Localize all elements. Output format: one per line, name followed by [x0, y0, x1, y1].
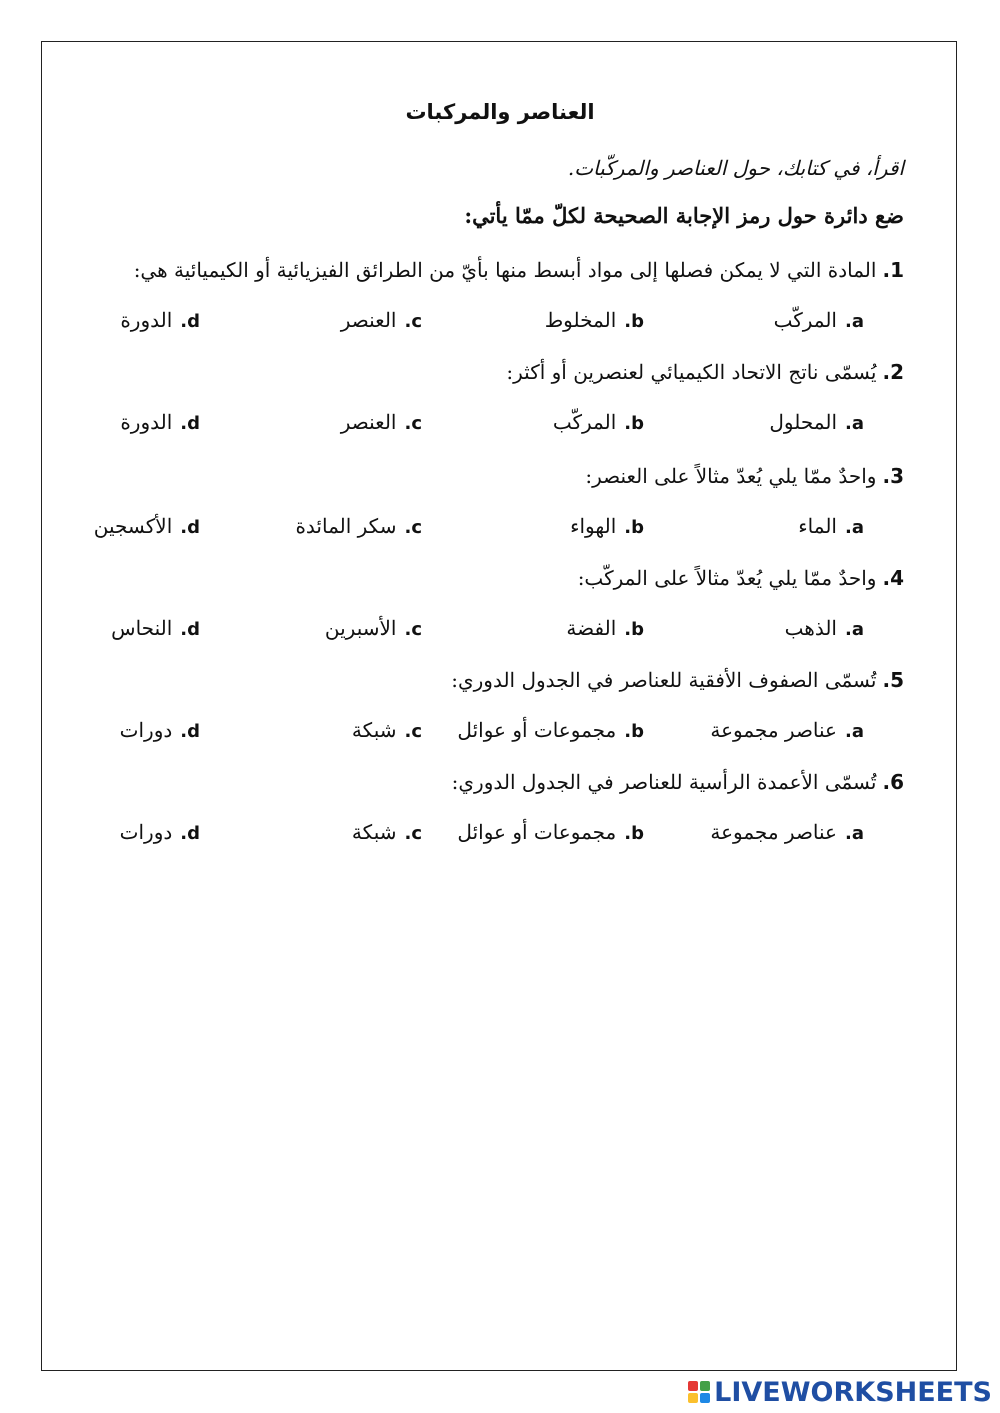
option-c[interactable] [341, 410, 422, 434]
option-text: شبكة [351, 718, 397, 742]
option-letter: c. [404, 823, 422, 844]
option-letter: a. [845, 311, 864, 332]
logo-square-red [688, 1381, 698, 1391]
option-text: عناصر مجموعة [710, 820, 837, 844]
question-2-options [0, 410, 1000, 444]
option-text: المحلول [769, 410, 837, 434]
option-letter: c. [404, 413, 422, 434]
intro-text: اقرأ، في كتابك، حول العناصر والمركّبات. [567, 156, 904, 180]
instruction-text: ضع دائرة حول رمز الإجابة الصحيحة لكلّ ممّا يأتي: [464, 203, 904, 228]
option-letter: a. [845, 517, 864, 538]
option-text: النحاس [111, 616, 173, 640]
option-letter: b. [624, 823, 644, 844]
liveworksheets-logo-icon [688, 1381, 710, 1403]
option-letter: b. [624, 517, 644, 538]
question-text: تُسمّى الأعمدة الرأسية للعناصر في الجدول الدوري: [451, 770, 877, 794]
question-number: 5. [882, 668, 904, 692]
question-4-options [0, 616, 1000, 650]
question-number: 4. [882, 566, 904, 590]
option-letter: b. [624, 619, 644, 640]
option-d[interactable] [120, 410, 200, 434]
option-d[interactable] [120, 820, 200, 844]
option-letter: b. [624, 311, 644, 332]
option-text: مجموعات أو عوائل [457, 820, 617, 844]
question-5 [451, 668, 904, 692]
option-d[interactable] [111, 616, 200, 640]
question-3 [585, 464, 904, 488]
option-d[interactable] [94, 514, 200, 538]
question-number: 2. [882, 360, 904, 384]
option-letter: c. [404, 721, 422, 742]
option-text: الماء [798, 514, 837, 538]
option-text: دورات [119, 820, 173, 844]
option-a[interactable] [769, 410, 864, 434]
option-letter: c. [404, 517, 422, 538]
option-text: عناصر مجموعة [710, 718, 837, 742]
option-a[interactable] [774, 308, 864, 332]
option-text: الأكسجين [93, 514, 173, 538]
option-letter: b. [624, 721, 644, 742]
option-text: سكر المائدة [295, 514, 397, 538]
option-text: الفضة [566, 616, 617, 640]
question-1-options [0, 308, 1000, 342]
option-letter: d. [180, 619, 200, 640]
option-text: المركّب [552, 410, 617, 434]
option-text: العنصر [340, 308, 397, 332]
option-text: الذهب [784, 616, 837, 640]
option-b[interactable] [545, 308, 644, 332]
question-5-options [0, 718, 1000, 752]
worksheet-title: العناصر والمركبات [405, 100, 595, 124]
option-letter: a. [845, 619, 864, 640]
option-text: المخلوط [544, 308, 617, 332]
option-b[interactable] [457, 718, 644, 742]
option-letter: c. [404, 311, 422, 332]
option-b[interactable] [566, 616, 644, 640]
liveworksheets-text: LIVEWORKSHEETS [714, 1376, 992, 1408]
option-letter: c. [404, 619, 422, 640]
question-text: يُسمّى ناتج الاتحاد الكيميائي لعنصرين أو أكثر: [506, 360, 877, 384]
option-a[interactable] [710, 820, 864, 844]
option-text: الدورة [120, 410, 173, 434]
question-number: 3. [882, 464, 904, 488]
question-text: تُسمّى الصفوف الأفقية للعناصر في الجدول الدوري: [451, 668, 877, 692]
option-text: شبكة [351, 820, 397, 844]
question-4 [578, 566, 904, 590]
option-b[interactable] [570, 514, 644, 538]
option-text: العنصر [340, 410, 397, 434]
option-a[interactable] [710, 718, 864, 742]
option-text: المركّب [773, 308, 837, 332]
option-text: مجموعات أو عوائل [457, 718, 617, 742]
option-b[interactable] [457, 820, 644, 844]
option-letter: a. [845, 823, 864, 844]
option-text: دورات [119, 718, 173, 742]
logo-square-blue [700, 1393, 710, 1403]
logo-square-green [700, 1381, 710, 1391]
option-letter: b. [624, 413, 644, 434]
option-d[interactable] [120, 308, 200, 332]
option-letter: d. [180, 721, 200, 742]
option-c[interactable] [295, 514, 422, 538]
option-a[interactable] [785, 616, 864, 640]
option-text: الأسبرين [324, 616, 397, 640]
option-letter: d. [180, 517, 200, 538]
page-border [41, 41, 957, 1371]
question-number: 1. [882, 258, 904, 282]
option-a[interactable] [798, 514, 864, 538]
option-c[interactable] [341, 308, 422, 332]
question-1 [134, 258, 904, 282]
question-3-options [0, 514, 1000, 548]
question-number: 6. [882, 770, 904, 794]
option-d[interactable] [120, 718, 200, 742]
option-c[interactable] [352, 820, 422, 844]
option-letter: d. [180, 413, 200, 434]
option-c[interactable] [352, 718, 422, 742]
option-letter: a. [845, 413, 864, 434]
logo-square-yellow [688, 1393, 698, 1403]
liveworksheets-brand[interactable] [688, 1375, 992, 1409]
question-text: واحدٌ ممّا يلي يُعدّ مثالاً على المركّب: [577, 566, 877, 590]
question-6 [452, 770, 904, 794]
option-letter: d. [180, 823, 200, 844]
option-c[interactable] [325, 616, 422, 640]
option-letter: d. [180, 311, 200, 332]
question-2 [506, 360, 904, 384]
question-6-options [0, 820, 1000, 854]
option-b[interactable] [553, 410, 644, 434]
option-text: الدورة [120, 308, 173, 332]
question-text: واحدٌ ممّا يلي يُعدّ مثالاً على العنصر: [585, 464, 877, 488]
option-text: الهواء [570, 514, 617, 538]
question-text: المادة التي لا يمكن فصلها إلى مواد أبسط منها بأيّ من الطرائق الفيزيائية أو الكيميائية هي: [133, 258, 877, 282]
option-letter: a. [845, 721, 864, 742]
